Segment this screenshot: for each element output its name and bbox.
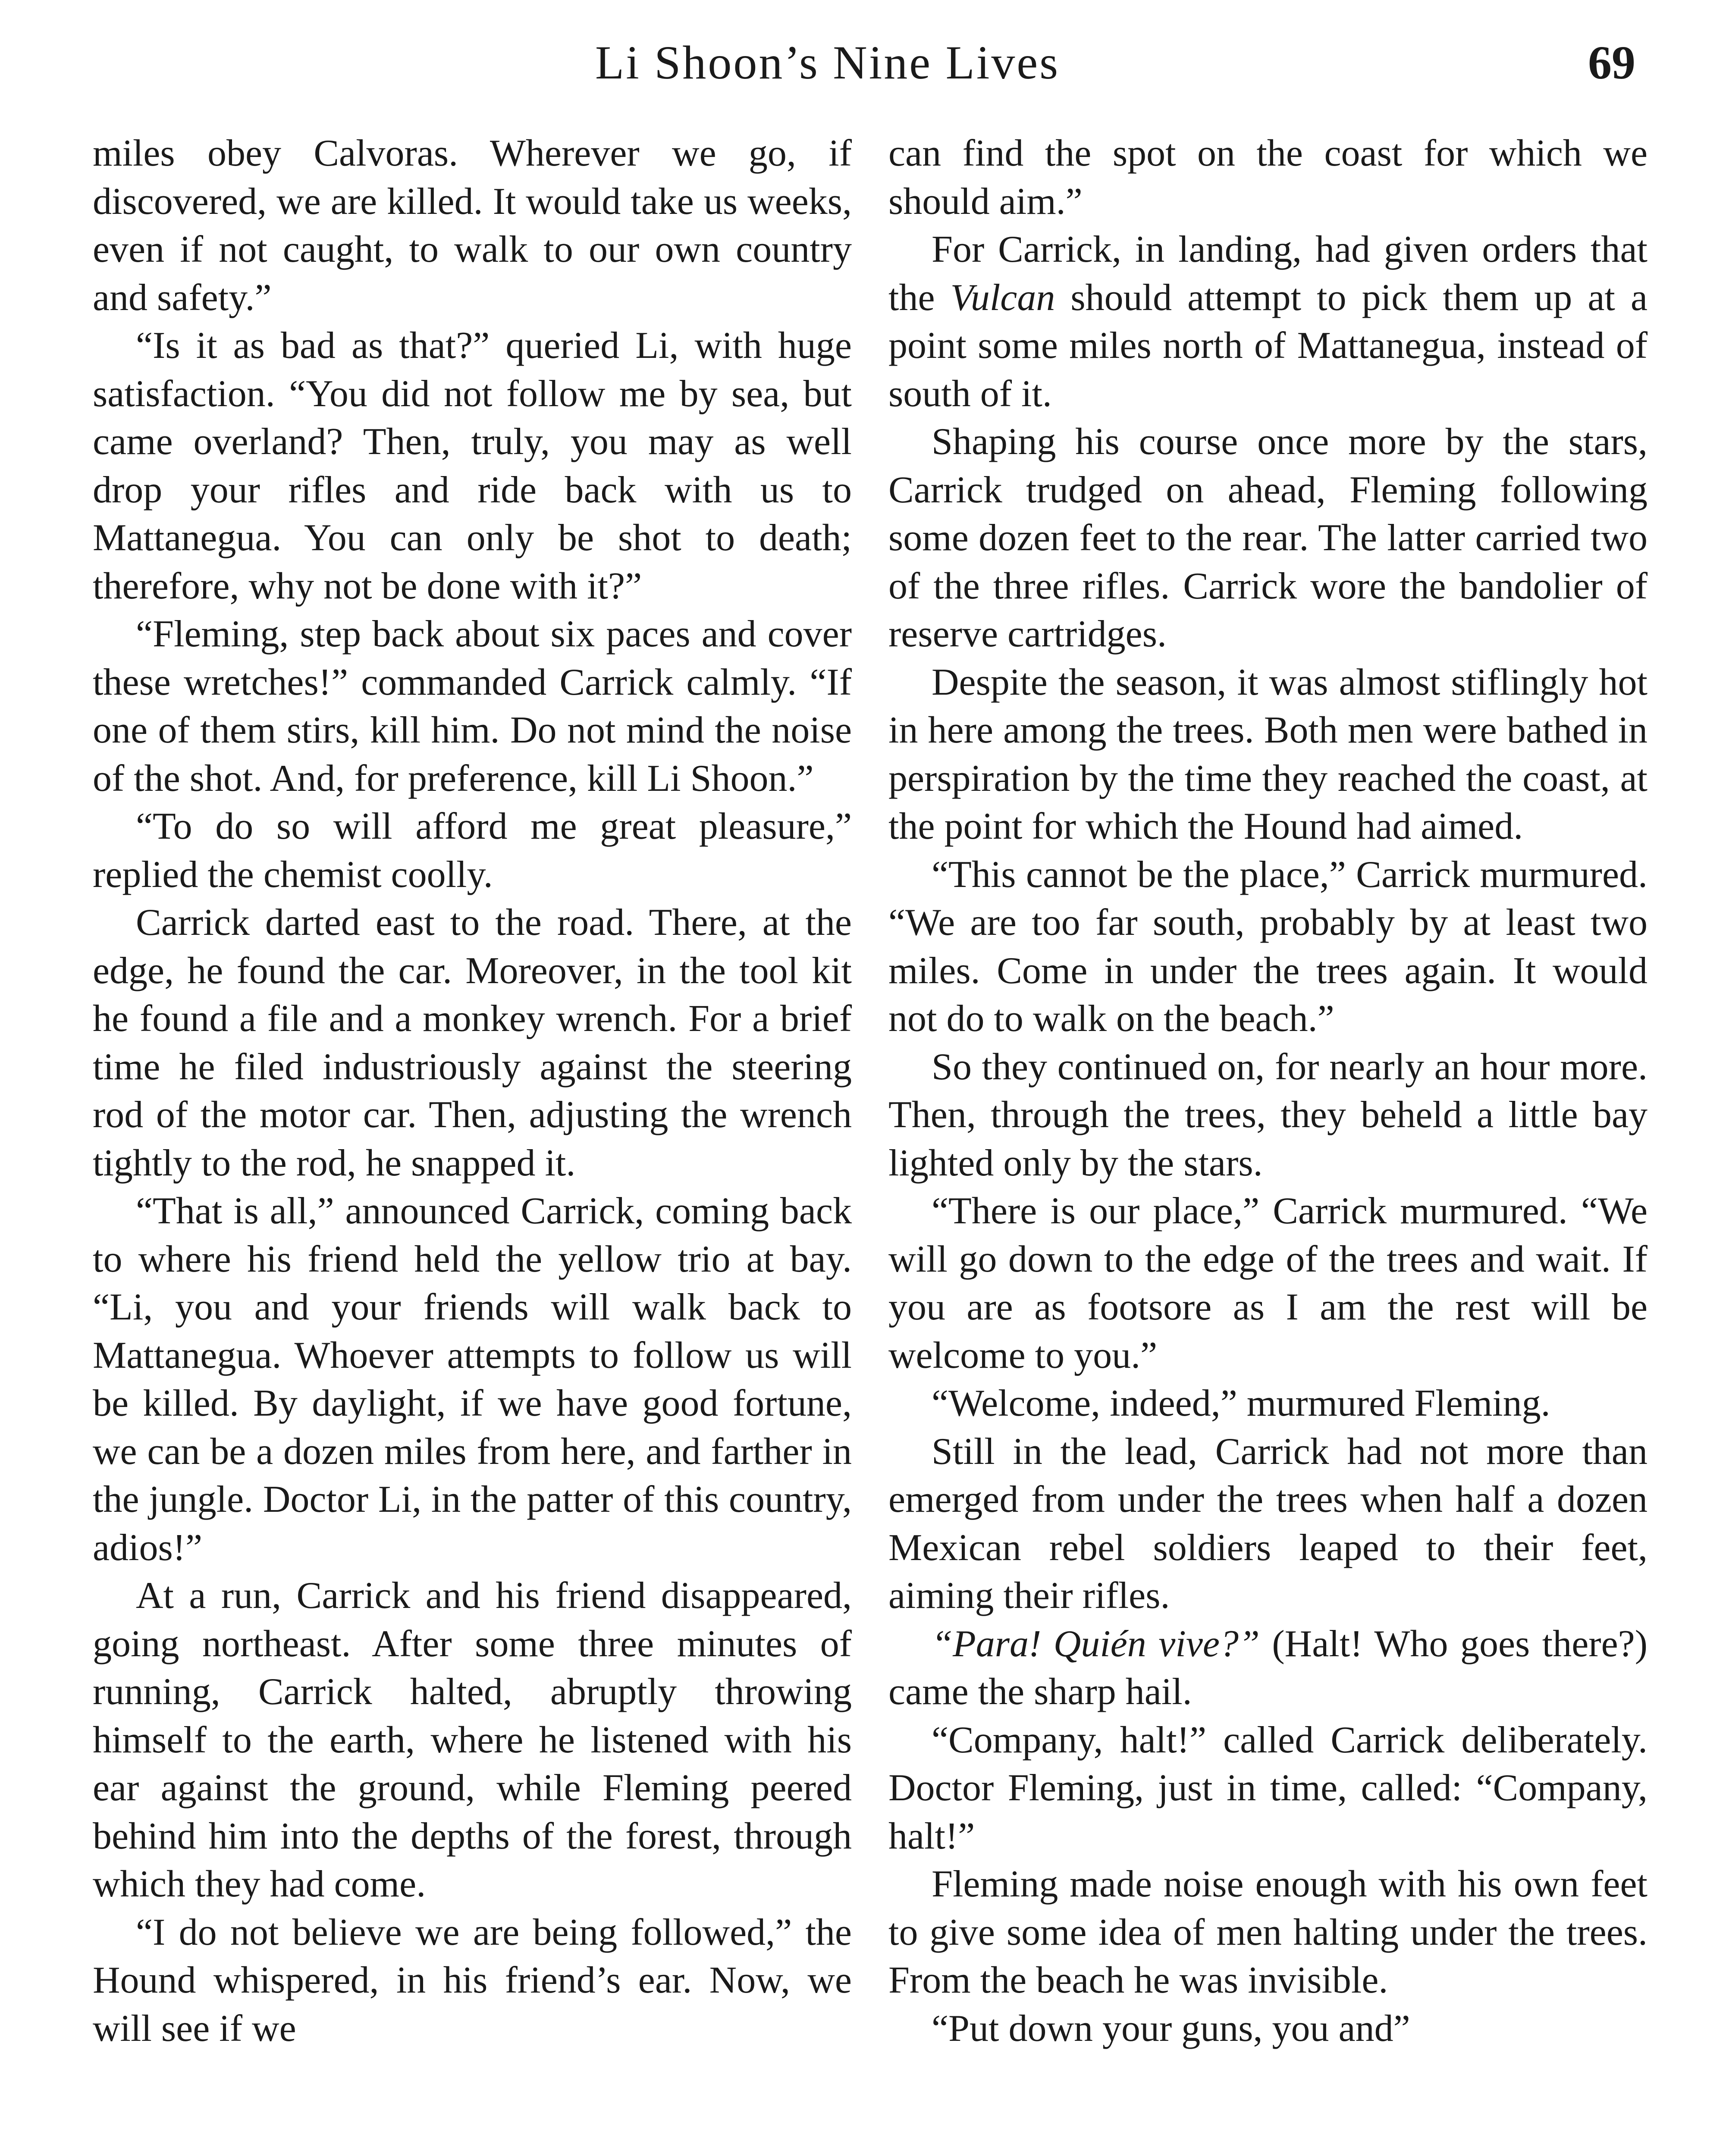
ship-name: Vulcan bbox=[950, 276, 1055, 319]
paragraph: “This cannot be the place,” Carrick murmured. “We are too far south, probably by at least two miles. Come in under the trees again. It would not do to walk on the beach.” bbox=[888, 853, 1648, 1040]
paragraph: “I do not believe we are being followed,” the Hound whispered, in his friend’s ear. Now, we will see if we bbox=[93, 1911, 852, 2049]
running-head bbox=[0, 30, 1726, 95]
paragraph bbox=[888, 226, 1648, 418]
paragraph: Shaping his course once more by the stars, Carrick trudged on ahead, Fleming following some dozen feet to the rear. The latter carried two of the three rifles. Carrick wore the bandolier of reserve cartridges. bbox=[888, 421, 1648, 655]
paragraph: “Company, halt!” called Carrick deliberately. Doctor Fleming, just in time, called: “Company, halt!” bbox=[888, 1719, 1648, 1857]
paragraph: “Welcome, indeed,” murmured Fleming. bbox=[932, 1382, 1550, 1424]
paragraph: “That is all,” announced Carrick, coming back to where his friend held the yellow trio at bay. “Li, you and your friends will walk back to Mattanegua. Whoever attempts to follow us will be killed. By daylight, if we have good fortune, we can be a dozen miles from here, and farther in the jungle. Doctor Li, in the patter of this country, adios!” bbox=[93, 1190, 852, 1569]
page-number: 69 bbox=[1588, 36, 1635, 89]
paragraph: “There is our place,” Carrick murmured. “We will go down to the edge of the trees and wait. If you are as footsore as I am the rest will be welcome to you.” bbox=[888, 1190, 1648, 1376]
left-column bbox=[93, 129, 852, 2053]
text-run: For Carrick, in landing, had given orders that the bbox=[888, 229, 1648, 319]
text-run: should attempt to pick them up at a point some miles north of Mattanegua, instead of south of it. bbox=[888, 276, 1648, 415]
paragraph: “Is it as bad as that?” queried Li, with huge satisfaction. “You did not follow me by sea, but came overland? Then, truly, you may as well drop your rifles and ride back with us to Mattanegua. You can only be shot to death; therefore, why not be done with it?” bbox=[93, 325, 852, 607]
paragraph: can find the spot on the coast for which we should aim.” bbox=[888, 132, 1648, 222]
paragraph: Carrick darted east to the road. There, at the edge, he found the car. Moreover, in the tool kit he found a file and a monkey wrench. For a brief time he filed industriously against the steering rod of the motor car. Then, adjusting the wrench tightly to the rod, he snapped it. bbox=[93, 902, 852, 1184]
paragraph: “Put down your guns, you and” bbox=[932, 2007, 1410, 2049]
paragraph: Fleming made noise enough with his own feet to give some idea of men halting under the trees. From the beach he was invisible. bbox=[888, 1863, 1648, 2001]
paragraph: miles obey Calvoras. Wherever we go, if discovered, we are killed. It would take us weeks, even if not caught, to walk to our own country and safety.” bbox=[93, 132, 852, 319]
paragraph: Despite the season, it was almost stiflingly hot in here among the trees. Both men were bathed in perspiration by the time they reached the coast, at the point for which the Hound had aimed. bbox=[888, 661, 1648, 847]
right-column bbox=[888, 129, 1648, 2053]
paragraph: So they continued on, for nearly an hour more. Then, through the trees, they beheld a little bay lighted only by the stars. bbox=[888, 1046, 1648, 1184]
paragraph: At a run, Carrick and his friend disappeared, going northeast. After some three minutes of running, Carrick halted, abruptly throwing himself to the earth, where he listened with his ear against the ground, while Fleming peered behind him into the depths of the forest, through which they had come. bbox=[93, 1575, 852, 1905]
running-title: Li Shoon’s Nine Lives bbox=[595, 36, 1060, 89]
paragraph: “Fleming, step back about six paces and cover these wretches!” commanded Carrick calmly. “If one of them stirs, kill him. Do not mind the noise of the shot. And, for preference, kill Li Shoon.” bbox=[93, 613, 852, 799]
text-run: (Halt! Who goes there?) came the sharp hail. bbox=[888, 1623, 1648, 1713]
paragraph bbox=[888, 1620, 1648, 1716]
paragraph: “To do so will afford me great pleasure,” replied the chemist coolly. bbox=[93, 805, 852, 896]
spanish-hail: “Para! Quién vive?” bbox=[932, 1623, 1260, 1665]
paragraph: Still in the lead, Carrick had not more than emerged from under the trees when half a dozen Mexican rebel soldiers leaped to their feet, aiming their rifles. bbox=[888, 1430, 1648, 1617]
